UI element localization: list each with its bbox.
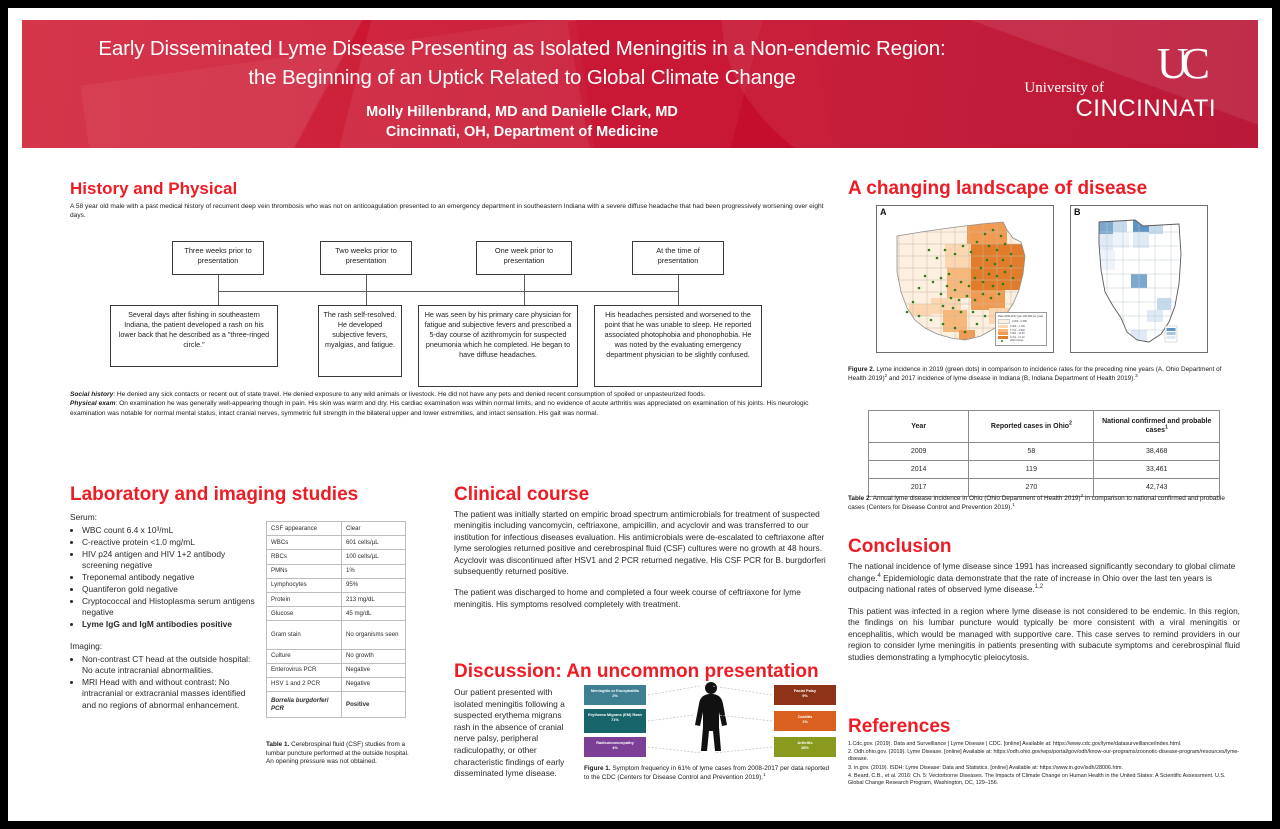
physical-exam-text: : On examination he was generally well-appearing though in pain. His skin was warm and dry. His cardiac examination was within normal limits, and no evidence of acute arthritis was appreciated on examination of his joints. His neurologic examination was notable for normal mental status, intact cranial nerves, symmetric full strength in the bilateral upper and lower extremities, and intact sensation. His gait was normal. — [70, 400, 809, 417]
figure1-value: 2% — [612, 693, 618, 699]
discussion-section — [454, 661, 836, 781]
csf-key: Culture — [267, 649, 342, 663]
table-header-row — [869, 411, 1220, 443]
conclusion-p1-part-b: Epidemiologic data demonstrate that the rate of increase in Ohio over the last ten years is outpacing national rates of observed lyme disease. — [848, 572, 1212, 594]
table2-cell: 270 — [969, 478, 1094, 496]
figure1-value: 28% — [801, 745, 809, 751]
figure1-symptom-diagram — [584, 681, 836, 759]
figure2-sup-a: 2 — [884, 372, 888, 378]
conclusion-paragraph-2: This patient was infected in a region where lyme disease is not considered to be endemic. In this region, the findings on his lumbar puncture would typically be more consistent with a viral meningitis or encephalitis, which would be managed with supportive care. This case serves to remind providers in our region to consider lyme meningitis in patients presenting with subacute symptoms and cerebrospinal fluid studies demonstrating a lymphocytic pleiocytosis. — [848, 605, 1240, 662]
legend-label: 3.901 - 11.50 — [1010, 332, 1025, 336]
legend-entry — [998, 329, 1044, 332]
legend-title: Rate 2009-2017 (per 100,000 per year) — [998, 315, 1044, 319]
figure2-caption-text-b: and 2017 incidence of lyme disease in Indiana (B, Indiana Department of Health 2019). — [887, 374, 1136, 382]
poster-authors — [22, 102, 1022, 142]
csf-key: Gram stain — [267, 621, 342, 649]
poster-title — [22, 34, 1022, 92]
table2-head — [869, 411, 1220, 443]
legend-entry — [998, 319, 1044, 324]
csf-value: No growth — [342, 649, 406, 663]
timeline-connector-top-2 — [366, 275, 367, 291]
social-history-text: : He denied any sick contacts or recent out of state travel. He denied exposure to any wild animals or livestock. He did not have any pets and denied recent consumption of spoiled or unpasteurized foods. — [113, 391, 706, 398]
timeline-spine — [218, 291, 678, 292]
imaging-item: • Non-contrast CT head at the outside hospital: No acute intracranial abnormalities. — [82, 654, 260, 677]
physical-exam-label: Physical exam — [70, 400, 116, 408]
imaging-label: Imaging: — [70, 640, 103, 651]
timeline-connector-bot-1 — [218, 291, 219, 305]
csf-value: Negative — [342, 663, 406, 677]
landscape-heading: A changing landscape of disease — [848, 178, 1148, 199]
legend-entry-dot — [998, 339, 1044, 342]
lyme-incidence-table — [868, 410, 1220, 497]
figure1-caption — [584, 765, 834, 782]
table-row — [267, 607, 406, 621]
timeline-connector-bot-2 — [366, 291, 367, 305]
table-row — [869, 478, 1220, 496]
table2-col-year: Year — [869, 411, 969, 443]
table-row — [267, 677, 406, 691]
logo-city-text: CINCINNATI — [1075, 95, 1216, 122]
table2-caption-sup-1: 2 — [1080, 492, 1084, 498]
serum-item: • Cryptococcal and Histoplasma serum antigens negative — [82, 596, 260, 619]
figure1-label: Arthritis — [797, 740, 813, 745]
table-row — [267, 649, 406, 663]
csf-value: Clear — [342, 522, 406, 536]
serum-item: • WBC count 6.4 x 10³/mL — [82, 525, 260, 536]
timeline-top-box-2: Two weeks prior to presentation — [320, 241, 412, 275]
social-history-label: Social history — [70, 391, 114, 398]
table2-cell: 2014 — [869, 460, 969, 478]
map-a-letter: A — [880, 207, 887, 217]
figure1-label: Meningitis or Encephalitis — [590, 688, 640, 693]
conclusion-heading: Conclusion — [848, 536, 952, 557]
table2-col-ohio-sup: 2 — [1069, 420, 1072, 427]
csf-key: CSF appearance — [267, 522, 342, 536]
laboratory-heading: Laboratory and imaging studies — [70, 484, 359, 505]
timeline-connector-bot-4 — [678, 291, 679, 305]
timeline-detail-box-4: His headaches persisted and worsened to the point that he was unable to sleep. He reported associated photophobia and phonophobia. He was noted by the evaluating emergency department physician to be slightly confused. — [594, 305, 762, 387]
csf-value: 213 mg/dL — [342, 592, 406, 606]
reference-item: 4. Beard, C.B., et al. 2016: Ch. 5: Vectorborne Diseases. The Impacts of Climate Change on Human Health in the United States: A Scientific Assessment. U.S. Global Change Research Program, Washington, DC, 129–156. — [848, 772, 1226, 787]
timeline-top-box-3: One week prior to presentation — [476, 241, 572, 275]
table1-caption — [266, 741, 412, 767]
serum-results-list — [70, 525, 260, 631]
clinical-course-heading: Clinical course — [454, 484, 590, 505]
csf-key: WBCs — [267, 536, 342, 550]
csf-key: Protein — [267, 592, 342, 606]
references-heading: References — [848, 716, 951, 737]
logo-university-text: University of — [1024, 80, 1104, 96]
map-a-legend — [995, 312, 1047, 346]
table-row — [267, 592, 406, 606]
csf-table-body — [267, 522, 406, 718]
clinical-course-section — [454, 484, 836, 620]
conclusion-p1-sup-1: 4 — [877, 572, 881, 579]
figure1-label: Carditis — [797, 714, 813, 719]
figure2-caption-text-a: Lyme incidence in 2019 (green dots) in comparison to incidence rates for the preceding nine years (A, Ohio Department of Health 2019) — [848, 366, 1222, 382]
figure1-value: 1% — [802, 719, 808, 725]
poster-header-banner — [22, 20, 1258, 148]
table2-cell: 2009 — [869, 442, 969, 460]
csf-value: 1% — [342, 564, 406, 578]
legend-dot-swatch — [998, 339, 1008, 342]
reference-item: 3. in.gov. (2019). ISDH: Lyme Disease: Data and Statistics. [online] Available at: https://www.in.gov/isdh/28006.htm. — [848, 764, 1123, 771]
figure2-caption — [848, 366, 1234, 383]
timeline-detail-box-3: He was seen by his primary care physician for fatigue and subjective fevers and prescribed a 5-day course of azithromycin for suspected pneumonia which he completed. He began to have diffuse headaches. — [418, 305, 578, 387]
reference-item: 2. Odh.ohio.gov. (2019). Lyme Disease. [online] Available at: https://odh.ohio.gov/wps/portal/gov/odh/know-our-programs/zoonotic-disease-program/resources/lyme-disease. — [848, 749, 1240, 763]
timeline-detail-box-2: The rash self-resolved. He developed subjective fevers, myalgias, and fatigue. — [318, 305, 402, 377]
history-intro-text: A 58 year old male with a past medical history of recurrent deep vein thrombosis who was not on anticoagulation presented to an emergency department in southeastern Indiana with a severe diffuse headache that had been progressively worsening over eight days. — [70, 203, 824, 220]
discussion-text: Our patient presented with isolated meningitis following a suspected erythema migrans rash in the absence of cranial nerve palsy, peripheral radiculopathy, or other characteristic findings of early disseminated lyme disease. — [454, 687, 565, 779]
table1-label: Table 1. — [266, 741, 290, 748]
csf-value: 95% — [342, 578, 406, 592]
legend-swatch — [998, 329, 1008, 332]
table2-cell: 38,468 — [1094, 442, 1220, 460]
legend-label: 0.000 - 0.399 — [1012, 320, 1027, 324]
conclusion-paragraph-1 — [848, 561, 1240, 596]
csf-key: RBCs — [267, 550, 342, 564]
table-row — [267, 522, 406, 536]
table2-caption-text-1: . Annual lyme disease incidence in Ohio (Ohio Department of Health 2019) — [869, 495, 1081, 502]
csf-key: Lymphocytes — [267, 578, 342, 592]
legend-label: 11.51 - 27.10 — [1010, 335, 1025, 339]
table-row — [267, 564, 406, 578]
csf-key: Glucose — [267, 607, 342, 621]
table-row — [267, 621, 406, 649]
legend-swatch — [998, 319, 1010, 324]
figure2-sup-b: 3 — [1135, 372, 1138, 378]
social-history-paragraph — [70, 390, 840, 399]
figure2-maps — [848, 205, 1240, 353]
table2-body — [869, 442, 1220, 496]
csf-results-table — [266, 521, 406, 718]
table2-col-national-sup: 1 — [1165, 425, 1168, 432]
conclusion-p1-sup-2: 1,2 — [1034, 584, 1044, 591]
csf-key: HSV 1 and 2 PCR — [267, 677, 342, 691]
legend-entry — [998, 332, 1044, 335]
table-row — [267, 536, 406, 550]
figure2-caption-label: Figure 2. — [848, 366, 875, 373]
uc-monogram-icon: UC — [1156, 39, 1202, 88]
figure1-caption-text: Symptom frequency in 61% of lyme cases from 2008-2017 per data reported to the CDC (Centers for Disease Control and Prevention 2019). — [584, 765, 830, 781]
table2-col-ohio-label: Reported cases in Ohio — [990, 422, 1070, 430]
csf-value: No organisms seen — [342, 621, 406, 649]
serum-item: • Treponemal antibody negative — [82, 572, 260, 583]
legend-entry — [998, 336, 1044, 339]
figure1-connector-lines — [584, 681, 836, 759]
timeline-top-box-4: At the time of presentation — [632, 241, 724, 275]
university-logo — [986, 39, 1216, 123]
legend-label: 0.400 - 1.700 — [1010, 325, 1025, 329]
table2-caption-label: Table 2 — [848, 495, 870, 502]
figure1-caption-sup: 1 — [763, 771, 766, 777]
figure1-caption-label: Figure 1. — [584, 765, 611, 772]
timeline-connector-top-1 — [218, 275, 219, 291]
poster-canvas — [8, 8, 1272, 821]
legend-swatch — [998, 336, 1008, 339]
table2-col-national — [1094, 411, 1220, 443]
table2-caption — [848, 492, 1234, 512]
clinical-paragraph-2: The patient was discharged to home and completed a four week course of ceftriaxone for lyme meningitis. His symptoms resolved completely with treatment. — [454, 587, 801, 609]
timeline-detail-box-1: Several days after fishing in southeastern Indiana, the patient developed a rash on his lower back that he described as a "three-ringed circle." — [110, 305, 278, 367]
figure1-value: 9% — [802, 693, 808, 699]
table2-cell: 58 — [969, 442, 1094, 460]
legend-swatch — [998, 332, 1008, 335]
table1-caption-text: Cerebrospinal fluid (CSF) studies from a lumbar puncture performed at the outside hospital. An opening pressure was not obtained. — [266, 741, 409, 766]
social-and-physical-exam — [70, 390, 840, 418]
serum-item: • Quantiferon gold negative — [82, 584, 260, 595]
table-row — [869, 442, 1220, 460]
timeline-connector-bot-3 — [524, 291, 525, 305]
conclusion-section — [848, 536, 1240, 673]
csf-key: Enterovirus PCR — [267, 663, 342, 677]
conclusion-p1-part-a: The national incidence of lyme disease since 1991 has increased significantly secondary to global climate change. — [848, 561, 1236, 583]
changing-landscape-section — [848, 178, 1240, 353]
csf-key: PMNs — [267, 564, 342, 578]
map-a-frame-ohio — [876, 205, 1054, 353]
table2-cell: 2017 — [869, 478, 969, 496]
table2-col-ohio — [969, 411, 1094, 443]
title-line-1: Early Disseminated Lyme Disease Presenting as Isolated Meningitis in a Non-endemic Region: — [98, 37, 946, 60]
csf-value: Negative — [342, 677, 406, 691]
table2-caption-text-2: in comparison to national confirmed and probable cases (Centers for Disease Control and Prevention 2019). — [848, 495, 1225, 511]
discussion-heading: Discussion: An uncommon presentation — [454, 661, 819, 682]
author-affiliation: Cincinnati, OH, Department of Medicine — [385, 124, 659, 140]
clinical-timeline-diagram — [70, 229, 840, 369]
indiana-county-map-icon — [1091, 214, 1189, 348]
serum-item: • C-reactive protein <1.0 mg/mL — [82, 537, 260, 548]
imaging-item: • MRI Head with and without contrast: No intracranial or extracranial masses identified and no regions of abnormal enhancement. — [82, 677, 260, 711]
references-list — [848, 741, 1240, 787]
legend-entry — [998, 325, 1044, 328]
table-row — [267, 692, 406, 718]
table2-cell: 119 — [969, 460, 1094, 478]
history-and-physical-section — [70, 178, 840, 369]
legend-swatch — [998, 325, 1008, 328]
figure1-value: 4% — [612, 745, 618, 751]
timeline-top-box-1: Three weeks prior to presentation — [172, 241, 264, 275]
serum-item-positive: • Lyme IgG and IgM antibodies positive — [82, 619, 260, 630]
legend-label: 1.701 - 3.900 — [1010, 328, 1025, 332]
reference-item: 1.Cdc.gov. (2019). Data and Surveillance | Lyme Disease | CDC. [online] Available at: https://www.cdc.gov/lyme/datasurveillance/index.html. — [848, 741, 1182, 747]
map-b-letter: B — [1074, 207, 1081, 217]
timeline-connector-top-3 — [524, 275, 525, 291]
references-section — [848, 716, 1240, 788]
imaging-results-list — [70, 654, 260, 712]
title-line-2: the Beginning of an Uptick Related to Global Climate Change — [248, 66, 796, 89]
table-row — [869, 460, 1220, 478]
map-b-frame-indiana — [1070, 205, 1208, 353]
table2-cell: 33,461 — [1094, 460, 1220, 478]
serum-label: Serum: — [70, 512, 97, 522]
physical-exam-paragraph — [70, 399, 840, 418]
csf-value: 100 cells/µL — [342, 550, 406, 564]
figure1-label: Radiculoneuropathy — [596, 740, 634, 745]
legend-dot-label: 2019 Cases — [1010, 339, 1024, 343]
figure1-label: Erythema Migrans (EM) Rash — [588, 712, 642, 717]
table-row — [267, 550, 406, 564]
clinical-paragraph-1: The patient was initially started on empiric broad spectrum antimicrobials for treatment of suspected meningitis including vancomycin, ceftriaxone, ampicillin, and acyclovir and was transferred to our institution for infectious diseases evaluation. His antimicrobials were de-escalated to ceftriaxone after lyme serologies returned positive and cerebrospinal fluid (CSF) cultures were no growth at 48 hours. Acyclovir was discontinued after HSV1 and 2 PCR returned negative. His CSF PCR for B. burgdorferi subsequently returned positive. — [454, 509, 826, 577]
table2-col-national-label: National confirmed and probable cases — [1102, 418, 1212, 435]
history-heading: History and Physical — [70, 179, 238, 198]
table2-caption-sup-2: 1 — [1012, 501, 1015, 507]
table2-cell: 42,743 — [1094, 478, 1220, 496]
figure1-label: Facial Palsy — [793, 688, 817, 693]
csf-key-borrelia: Borrelia burgdorferi PCR — [267, 692, 342, 718]
timeline-connector-top-4 — [678, 275, 679, 291]
author-names: Molly Hillenbrand, MD and Danielle Clark, MD — [366, 104, 678, 120]
serum-item: • HIV p24 antigen and HIV 1+2 antibody screening negative — [82, 549, 260, 572]
csf-value-borrelia: Positive — [342, 692, 406, 718]
table-row — [267, 663, 406, 677]
csf-value: 45 mg/dL — [342, 607, 406, 621]
figure1-value: 71% — [611, 717, 619, 723]
csf-value: 601 cells/µL — [342, 536, 406, 550]
table-row — [267, 578, 406, 592]
